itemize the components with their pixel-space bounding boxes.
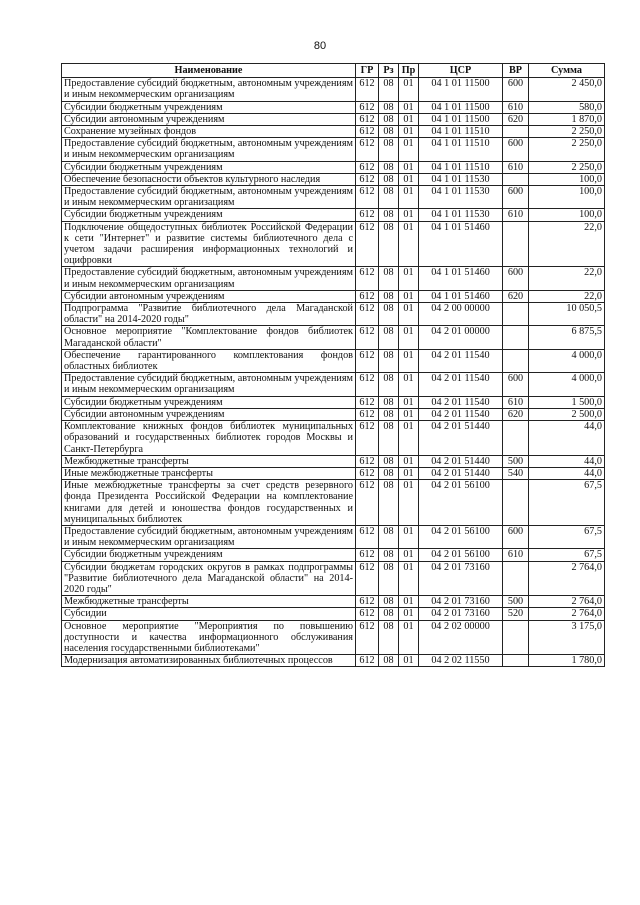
cell-vr: 520 (503, 608, 529, 620)
table-row (62, 101, 605, 113)
cell-gr: 612 (356, 138, 379, 161)
cell-gr: 612 (356, 78, 379, 101)
cell-sum: 44,0 (529, 467, 605, 479)
cell-rz: 08 (379, 303, 399, 326)
cell-pr: 01 (399, 113, 419, 125)
cell-vr (503, 303, 529, 326)
cell-gr: 612 (356, 267, 379, 290)
cell-sum: 2 764,0 (529, 561, 605, 596)
header-pr: Пр (399, 64, 419, 78)
cell-vr: 620 (503, 290, 529, 302)
cell-gr: 612 (356, 101, 379, 113)
cell-rz: 08 (379, 480, 399, 526)
table-row (62, 186, 605, 209)
cell-csr: 04 2 00 00000 (419, 303, 503, 326)
table-row (62, 373, 605, 396)
cell-csr: 04 1 01 51460 (419, 267, 503, 290)
cell-vr (503, 480, 529, 526)
cell-rz: 08 (379, 349, 399, 372)
cell-gr: 612 (356, 549, 379, 561)
cell-gr: 612 (356, 173, 379, 185)
cell-pr: 01 (399, 455, 419, 467)
cell-rz: 08 (379, 113, 399, 125)
table-row (62, 421, 605, 456)
cell-vr: 610 (503, 396, 529, 408)
table-row (62, 467, 605, 479)
cell-pr: 01 (399, 101, 419, 113)
cell-rz: 08 (379, 126, 399, 138)
table-row (62, 480, 605, 526)
cell-sum: 100,0 (529, 173, 605, 185)
cell-gr: 612 (356, 408, 379, 420)
cell-vr (503, 326, 529, 349)
table-row (62, 326, 605, 349)
cell-sum: 2 450,0 (529, 78, 605, 101)
cell-csr: 04 1 01 11530 (419, 186, 503, 209)
cell-pr: 01 (399, 221, 419, 267)
cell-name: Предоставление субсидий бюджетным, автономным учреждениям и иным некоммерческим организациям (62, 186, 356, 209)
cell-vr: 600 (503, 267, 529, 290)
cell-vr (503, 221, 529, 267)
cell-pr: 01 (399, 161, 419, 173)
cell-gr: 612 (356, 186, 379, 209)
cell-rz: 08 (379, 408, 399, 420)
cell-sum: 2 250,0 (529, 161, 605, 173)
cell-name: Обеспечение гарантированного комплектования фондов областных библиотек (62, 349, 356, 372)
cell-rz: 08 (379, 655, 399, 667)
cell-gr: 612 (356, 326, 379, 349)
table-row (62, 561, 605, 596)
cell-pr: 01 (399, 525, 419, 548)
cell-sum: 2 250,0 (529, 138, 605, 161)
cell-pr: 01 (399, 620, 419, 655)
cell-vr (503, 421, 529, 456)
header-vr: ВР (503, 64, 529, 78)
cell-csr: 04 1 01 11530 (419, 209, 503, 221)
cell-csr: 04 1 01 11510 (419, 161, 503, 173)
cell-name: Основное мероприятие "Мероприятия по повышению доступности и качества информационного обслуживания населения государственными библиотеками" (62, 620, 356, 655)
cell-gr: 612 (356, 303, 379, 326)
cell-csr: 04 2 01 11540 (419, 408, 503, 420)
cell-pr: 01 (399, 561, 419, 596)
cell-gr: 612 (356, 455, 379, 467)
cell-csr: 04 2 01 56100 (419, 549, 503, 561)
cell-vr (503, 561, 529, 596)
cell-sum: 67,5 (529, 480, 605, 526)
cell-sum: 3 175,0 (529, 620, 605, 655)
cell-pr: 01 (399, 396, 419, 408)
cell-name: Предоставление субсидий бюджетным, автономным учреждениям и иным некоммерческим организациям (62, 267, 356, 290)
cell-name: Подпрограмма "Развитие библиотечного дела Магаданской области" на 2014-2020 годы" (62, 303, 356, 326)
cell-pr: 01 (399, 608, 419, 620)
cell-vr: 600 (503, 78, 529, 101)
cell-gr: 612 (356, 467, 379, 479)
cell-vr (503, 126, 529, 138)
header-gr: ГР (356, 64, 379, 78)
cell-vr (503, 620, 529, 655)
cell-rz: 08 (379, 209, 399, 221)
cell-name: Подключение общедоступных библиотек Российской Федерации к сети "Интернет" и развитие системы библиотечного дела с учетом задачи расширения информационных технологий и оцифровки (62, 221, 356, 267)
cell-sum: 44,0 (529, 421, 605, 456)
cell-csr: 04 2 02 11550 (419, 655, 503, 667)
cell-csr: 04 2 01 51440 (419, 421, 503, 456)
cell-pr: 01 (399, 267, 419, 290)
cell-rz: 08 (379, 186, 399, 209)
cell-pr: 01 (399, 421, 419, 456)
table-row (62, 525, 605, 548)
cell-pr: 01 (399, 480, 419, 526)
cell-sum: 100,0 (529, 186, 605, 209)
cell-pr: 01 (399, 596, 419, 608)
cell-sum: 4 000,0 (529, 349, 605, 372)
table-row (62, 408, 605, 420)
cell-rz: 08 (379, 455, 399, 467)
table-row (62, 113, 605, 125)
cell-sum: 1 780,0 (529, 655, 605, 667)
cell-gr: 612 (356, 373, 379, 396)
cell-sum: 1 500,0 (529, 396, 605, 408)
cell-csr: 04 2 01 56100 (419, 525, 503, 548)
table-row (62, 620, 605, 655)
table-row (62, 161, 605, 173)
cell-vr: 610 (503, 549, 529, 561)
table-row (62, 138, 605, 161)
table-header-row (62, 64, 605, 78)
cell-gr: 612 (356, 655, 379, 667)
cell-name: Сохранение музейных фондов (62, 126, 356, 138)
cell-pr: 01 (399, 408, 419, 420)
cell-pr: 01 (399, 467, 419, 479)
budget-table (61, 63, 605, 667)
cell-rz: 08 (379, 221, 399, 267)
cell-sum: 67,5 (529, 525, 605, 548)
cell-csr: 04 1 01 11530 (419, 173, 503, 185)
table-row (62, 349, 605, 372)
cell-rz: 08 (379, 161, 399, 173)
cell-pr: 01 (399, 173, 419, 185)
cell-pr: 01 (399, 326, 419, 349)
cell-vr: 610 (503, 209, 529, 221)
cell-rz: 08 (379, 467, 399, 479)
cell-name: Субсидии автономным учреждениям (62, 290, 356, 302)
cell-sum: 100,0 (529, 209, 605, 221)
cell-name: Субсидии бюджетным учреждениям (62, 209, 356, 221)
cell-rz: 08 (379, 396, 399, 408)
cell-csr: 04 1 01 51460 (419, 221, 503, 267)
cell-vr: 540 (503, 467, 529, 479)
cell-sum: 1 870,0 (529, 113, 605, 125)
cell-sum: 22,0 (529, 221, 605, 267)
table-row (62, 303, 605, 326)
cell-csr: 04 1 01 11500 (419, 101, 503, 113)
cell-name: Предоставление субсидий бюджетным, автономным учреждениям и иным некоммерческим организациям (62, 373, 356, 396)
cell-gr: 612 (356, 561, 379, 596)
cell-vr: 600 (503, 373, 529, 396)
cell-name: Иные межбюджетные трансферты за счет средств резервного фонда Президента Российской Федерации на комплектование книгами для детей и юношества фондов государственных и муниципальных библиотек (62, 480, 356, 526)
cell-csr: 04 2 02 00000 (419, 620, 503, 655)
header-rz: Рз (379, 64, 399, 78)
cell-rz: 08 (379, 561, 399, 596)
cell-vr: 500 (503, 596, 529, 608)
header-name: Наименование (62, 64, 356, 78)
cell-sum: 4 000,0 (529, 373, 605, 396)
cell-rz: 08 (379, 290, 399, 302)
table-row (62, 596, 605, 608)
cell-name: Субсидии бюджетным учреждениям (62, 549, 356, 561)
cell-sum: 580,0 (529, 101, 605, 113)
table-row (62, 173, 605, 185)
cell-csr: 04 2 01 51440 (419, 467, 503, 479)
cell-pr: 01 (399, 290, 419, 302)
cell-name: Модернизация автоматизированных библиотечных процессов (62, 655, 356, 667)
cell-name: Предоставление субсидий бюджетным, автономным учреждениям и иным некоммерческим организациям (62, 138, 356, 161)
cell-name: Субсидии бюджетным учреждениям (62, 101, 356, 113)
cell-csr: 04 1 01 51460 (419, 290, 503, 302)
cell-name: Межбюджетные трансферты (62, 596, 356, 608)
cell-sum: 22,0 (529, 290, 605, 302)
cell-gr: 612 (356, 221, 379, 267)
cell-csr: 04 2 01 73160 (419, 608, 503, 620)
cell-sum: 22,0 (529, 267, 605, 290)
table-row (62, 655, 605, 667)
cell-sum: 44,0 (529, 455, 605, 467)
cell-gr: 612 (356, 209, 379, 221)
cell-rz: 08 (379, 373, 399, 396)
cell-sum: 10 050,5 (529, 303, 605, 326)
cell-gr: 612 (356, 620, 379, 655)
cell-rz: 08 (379, 101, 399, 113)
cell-rz: 08 (379, 267, 399, 290)
cell-vr: 500 (503, 455, 529, 467)
table-body (62, 78, 605, 667)
cell-csr: 04 2 01 51440 (419, 455, 503, 467)
cell-rz: 08 (379, 421, 399, 456)
cell-rz: 08 (379, 173, 399, 185)
cell-csr: 04 1 01 11510 (419, 138, 503, 161)
cell-gr: 612 (356, 161, 379, 173)
cell-rz: 08 (379, 620, 399, 655)
cell-pr: 01 (399, 303, 419, 326)
table-row (62, 549, 605, 561)
table-row (62, 608, 605, 620)
cell-name: Основное мероприятие "Комплектование фондов библиотек Магаданской области" (62, 326, 356, 349)
cell-pr: 01 (399, 78, 419, 101)
cell-name: Субсидии бюджетным учреждениям (62, 396, 356, 408)
cell-rz: 08 (379, 596, 399, 608)
cell-vr (503, 655, 529, 667)
cell-rz: 08 (379, 525, 399, 548)
cell-pr: 01 (399, 126, 419, 138)
cell-vr: 610 (503, 161, 529, 173)
cell-name: Субсидии автономным учреждениям (62, 113, 356, 125)
cell-gr: 612 (356, 396, 379, 408)
table-row (62, 221, 605, 267)
cell-rz: 08 (379, 138, 399, 161)
cell-vr: 620 (503, 408, 529, 420)
cell-csr: 04 2 01 56100 (419, 480, 503, 526)
table-row (62, 209, 605, 221)
cell-csr: 04 2 01 11540 (419, 349, 503, 372)
cell-name: Комплектование книжных фондов библиотек муниципальных образований и государственных библиотек городов Москвы и Санкт-Петербурга (62, 421, 356, 456)
cell-name: Субсидии бюджетным учреждениям (62, 161, 356, 173)
cell-name: Предоставление субсидий бюджетным, автономным учреждениям и иным некоммерческим организациям (62, 525, 356, 548)
cell-vr: 600 (503, 186, 529, 209)
cell-gr: 612 (356, 608, 379, 620)
cell-sum: 2 500,0 (529, 408, 605, 420)
cell-pr: 01 (399, 373, 419, 396)
cell-name: Субсидии автономным учреждениям (62, 408, 356, 420)
cell-vr: 600 (503, 138, 529, 161)
cell-rz: 08 (379, 78, 399, 101)
cell-vr: 610 (503, 101, 529, 113)
cell-sum: 2 250,0 (529, 126, 605, 138)
cell-pr: 01 (399, 209, 419, 221)
cell-csr: 04 2 01 73160 (419, 596, 503, 608)
cell-name: Иные межбюджетные трансферты (62, 467, 356, 479)
table-row (62, 267, 605, 290)
cell-rz: 08 (379, 608, 399, 620)
table-row (62, 290, 605, 302)
cell-gr: 612 (356, 113, 379, 125)
cell-sum: 2 764,0 (529, 596, 605, 608)
cell-vr: 620 (503, 113, 529, 125)
cell-name: Межбюджетные трансферты (62, 455, 356, 467)
cell-gr: 612 (356, 421, 379, 456)
cell-csr: 04 2 01 11540 (419, 373, 503, 396)
cell-sum: 67,5 (529, 549, 605, 561)
table-row (62, 455, 605, 467)
cell-gr: 612 (356, 525, 379, 548)
cell-name: Субсидии бюджетам городских округов в рамках подпрограммы "Развитие библиотечного дела Магаданской области" на 2014-2020 годы" (62, 561, 356, 596)
cell-rz: 08 (379, 549, 399, 561)
table-row (62, 396, 605, 408)
cell-gr: 612 (356, 290, 379, 302)
cell-vr: 600 (503, 525, 529, 548)
cell-pr: 01 (399, 655, 419, 667)
cell-pr: 01 (399, 549, 419, 561)
cell-name: Предоставление субсидий бюджетным, автономным учреждениям и иным некоммерческим организациям (62, 78, 356, 101)
cell-rz: 08 (379, 326, 399, 349)
cell-csr: 04 1 01 11500 (419, 78, 503, 101)
cell-gr: 612 (356, 480, 379, 526)
cell-csr: 04 1 01 11500 (419, 113, 503, 125)
table-row (62, 126, 605, 138)
cell-vr (503, 349, 529, 372)
cell-sum: 2 764,0 (529, 608, 605, 620)
cell-name: Субсидии (62, 608, 356, 620)
cell-gr: 612 (356, 596, 379, 608)
cell-pr: 01 (399, 138, 419, 161)
cell-sum: 6 875,5 (529, 326, 605, 349)
table-row (62, 78, 605, 101)
header-sum: Сумма (529, 64, 605, 78)
page-number: 80 (313, 40, 327, 52)
cell-gr: 612 (356, 349, 379, 372)
cell-pr: 01 (399, 349, 419, 372)
cell-csr: 04 2 01 73160 (419, 561, 503, 596)
cell-gr: 612 (356, 126, 379, 138)
cell-name: Обеспечение безопасности объектов культурного наследия (62, 173, 356, 185)
header-csr: ЦСР (419, 64, 503, 78)
cell-csr: 04 2 01 00000 (419, 326, 503, 349)
cell-vr (503, 173, 529, 185)
cell-csr: 04 1 01 11510 (419, 126, 503, 138)
cell-pr: 01 (399, 186, 419, 209)
cell-csr: 04 2 01 11540 (419, 396, 503, 408)
